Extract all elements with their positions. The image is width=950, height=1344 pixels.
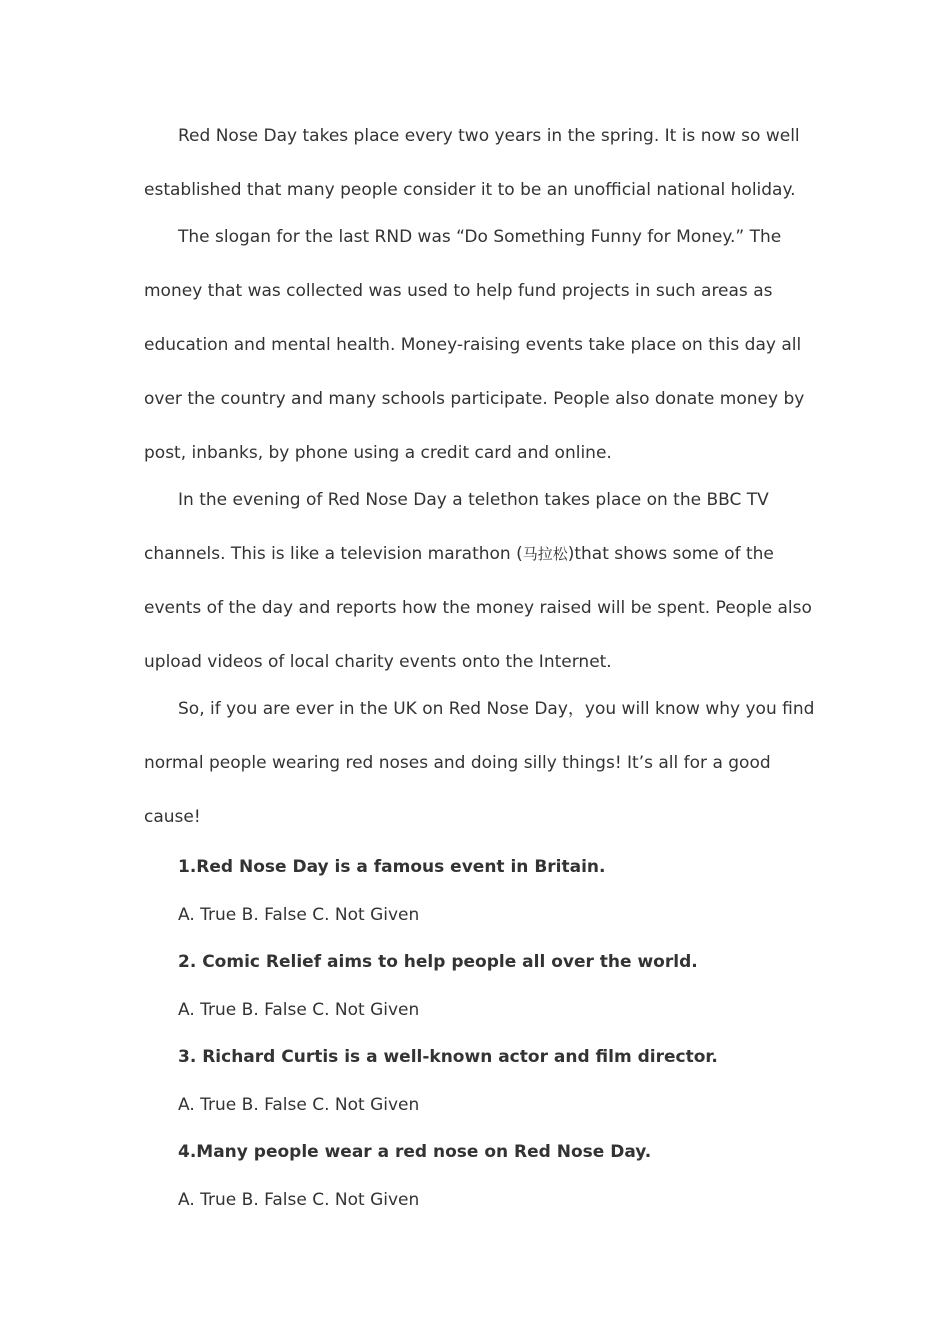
question-4-options: A. True B. False C. Not Given bbox=[178, 1189, 420, 1210]
question-2-options: A. True B. False C. Not Given bbox=[178, 999, 420, 1020]
question-3: 3. Richard Curtis is a well-known actor and film director. bbox=[178, 1047, 718, 1067]
passage-paragraph-4: So, if you are ever in the UK on Red Nose Day，you will know why you find normal people wearing red noses and doing silly things! It’s all for a good cause! bbox=[144, 699, 815, 827]
question-1: 1.Red Nose Day is a famous event in Britain. bbox=[178, 857, 606, 877]
chinese-gloss: 马拉松 bbox=[522, 545, 568, 563]
question-2: 2. Comic Relief aims to help people all over the world. bbox=[178, 952, 698, 972]
paragraph-3-text-end: )that shows some of the events of the day and reports how the money raised will be spent. People also upload videos of local charity events onto the Internet. bbox=[144, 544, 812, 672]
paragraph-3-text-start: In the evening of Red Nose Day a telethon takes place on the BBC TV channels. This is like a television marathon ( bbox=[144, 490, 769, 564]
question-4: 4.Many people wear a red nose on Red Nose Day. bbox=[178, 1142, 652, 1162]
passage-paragraph-3 bbox=[144, 473, 824, 689]
question-1-options: A. True B. False C. Not Given bbox=[178, 904, 420, 925]
passage-paragraph-2: The slogan for the last RND was “Do Something Funny for Money.” The money that was collected was used to help fund projects in such areas as education and mental health. Money-raising events take place on this day all over the country and many schools participate. People also donate money by post, inbanks, by phone using a credit card and online. bbox=[144, 227, 805, 463]
question-3-options: A. True B. False C. Not Given bbox=[178, 1094, 420, 1115]
document-body bbox=[144, 109, 824, 1224]
question-list bbox=[144, 844, 824, 1224]
passage-paragraph-1: Red Nose Day takes place every two years in the spring. It is now so well established that many people consider it to be an unofficial national holiday. bbox=[144, 126, 800, 200]
